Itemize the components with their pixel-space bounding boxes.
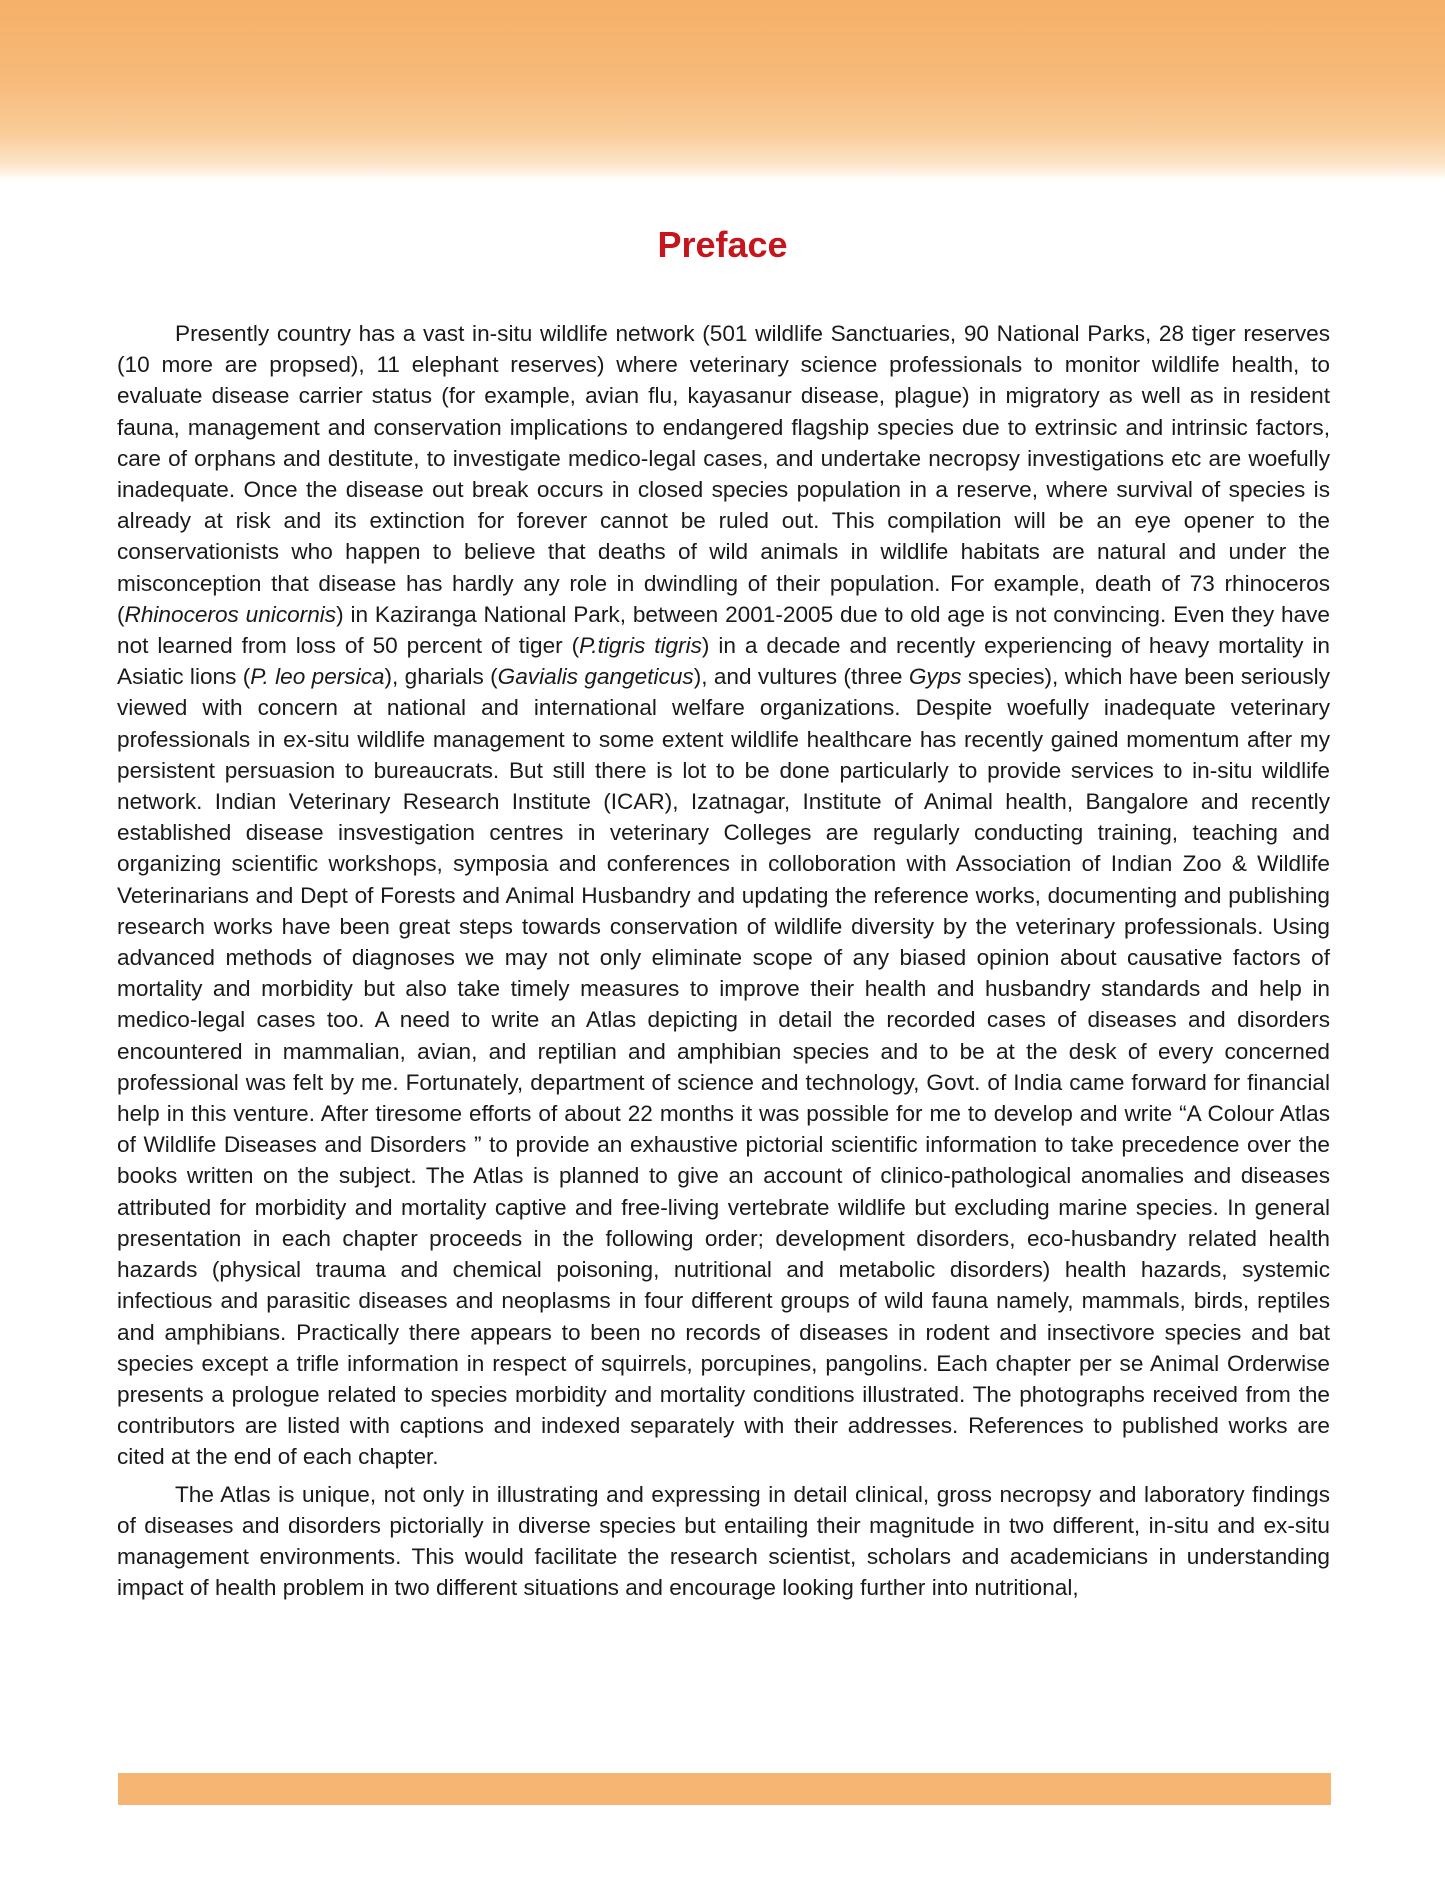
header-band xyxy=(0,0,1445,180)
preface-body xyxy=(117,318,1330,1609)
footer-bar xyxy=(118,1773,1331,1805)
species-name: Gavialis gangeticus xyxy=(497,664,694,690)
species-name: Rhinoceros unicornis xyxy=(124,601,337,627)
paragraph-1 xyxy=(117,318,1330,1473)
page-title: Preface xyxy=(657,224,788,265)
species-name: P. leo persica xyxy=(250,664,385,690)
species-name: P.tigris tigris xyxy=(579,633,702,659)
text-run: ) in a decade and recently experiencing of heavy mortality in Asiatic lions ( xyxy=(117,633,1330,690)
text-run: ), gharials ( xyxy=(384,664,498,690)
text-run: species), which have been seriously viewed with concern at national and international welfare organizations. Despite woefully inadequate veterinary professionals in ex-situ wildlife management to some extent wildlife healthcare has recently gained momentum after my persistent persuasion to bureaucrats. But still there is lot to be done particularly to provide services to in-situ wildlife network. Indian Veterinary Research Institute (ICAR), Izatnagar, Institute of Animal health, Bangalore and recently established disease insvestigation centres in veterinary Colleges are regularly conducting training, teaching and organizing scientific workshops, symposia and conferences in colloboration with Association of Indian Zoo & Wildlife Veterinarians and Dept of Forests and Animal Husbandry and updating the reference works, documenting and publishing research works have been great steps towards conservation of wildlife diversity by the veterinary professionals. Using advanced methods of diagnoses we may not only eliminate scope of any biased opinion about causative factors of mortality and morbidity but also take timely measures to improve their health and husbandry standards and help in medico-legal cases too. A need to write an Atlas depicting in detail the recorded cases of diseases and disorders encountered in mammalian, avian, and reptilian and amphibian species and to be at the desk of every concerned professional was felt by me. Fortunately, department of science and technology, Govt. of India came forward for financial help in this venture. After tiresome efforts of about 22 months it was possible for me to develop and write “A Colour Atlas of Wildlife Diseases and Disorders ” to provide an exhaustive pictorial scientific information to take precedence over the books written on the subject. The Atlas is planned to give an account of clinico-pathological anomalies and diseases attributed for morbidity and mortality captive and free-living vertebrate wildlife but excluding marine species. In general presentation in each chapter proceeds in the following order; development disorders, eco-husbandry related health hazards (physical trauma and chemical poisoning, nutritional and metabolic disorders) health hazards, systemic infectious and parasitic diseases and neoplasms in four different groups of wild fauna namely, mammals, birds, reptiles and amphibians. Practically there appears to been no records of diseases in rodent and insectivore species and bat species except a trifle information in respect of squirrels, porcupines, pangolins. Each chapter per se Animal Orderwise presents a prologue related to species morbidity and mortality conditions illustrated. The photographs received from the contributors are listed with captions and indexed separately with their addresses. References to published works are cited at the end of each chapter. xyxy=(117,664,1330,1470)
paragraph-2: The Atlas is unique, not only in illustrating and expressing in detail clinical, gross necropsy and laboratory findings of diseases and disorders pictorially in diverse species but entailing their magnitude in two different, in-situ and ex-situ management environments. This would facilitate the research scientist, scholars and academicians in understanding impact of health problem in two different situations and encourage looking further into nutritional, xyxy=(117,1481,1330,1601)
text-run: ), and vultures (three xyxy=(693,664,909,690)
species-name: Gyps xyxy=(908,664,962,690)
text-run: Presently country has a vast in-situ wildlife network (501 wildlife Sanctuaries, 90 National Parks, 28 tiger reserves (10 more are propsed), 11 elephant reserves) where veterinary science professionals to monitor wildlife health, to evaluate disease carrier status (for example, avian flu, kayasanur disease, plague) in migratory as well as in resident fauna, management and conservation implications to endangered flagship species due to extrinsic and intrinsic factors, care of orphans and destitute, to investigate medico-legal cases, and undertake necropsy investigations etc are woefully inadequate. Once the disease out break occurs in closed species population in a reserve, where survival of species is already at risk and its extinction for forever cannot be ruled out. This compilation will be an eye opener to the conservationists who happen to believe that deaths of wild animals in wildlife habitats are natural and under the misconception that disease has hardly any role in dwindling of their population. For example, death of 73 rhinoceros ( xyxy=(117,321,1330,627)
text-run: ) in Kaziranga National Park, between 2001-2005 due to old age is not convincing. Even they have not learned from loss of 50 percent of tiger ( xyxy=(117,601,1330,659)
